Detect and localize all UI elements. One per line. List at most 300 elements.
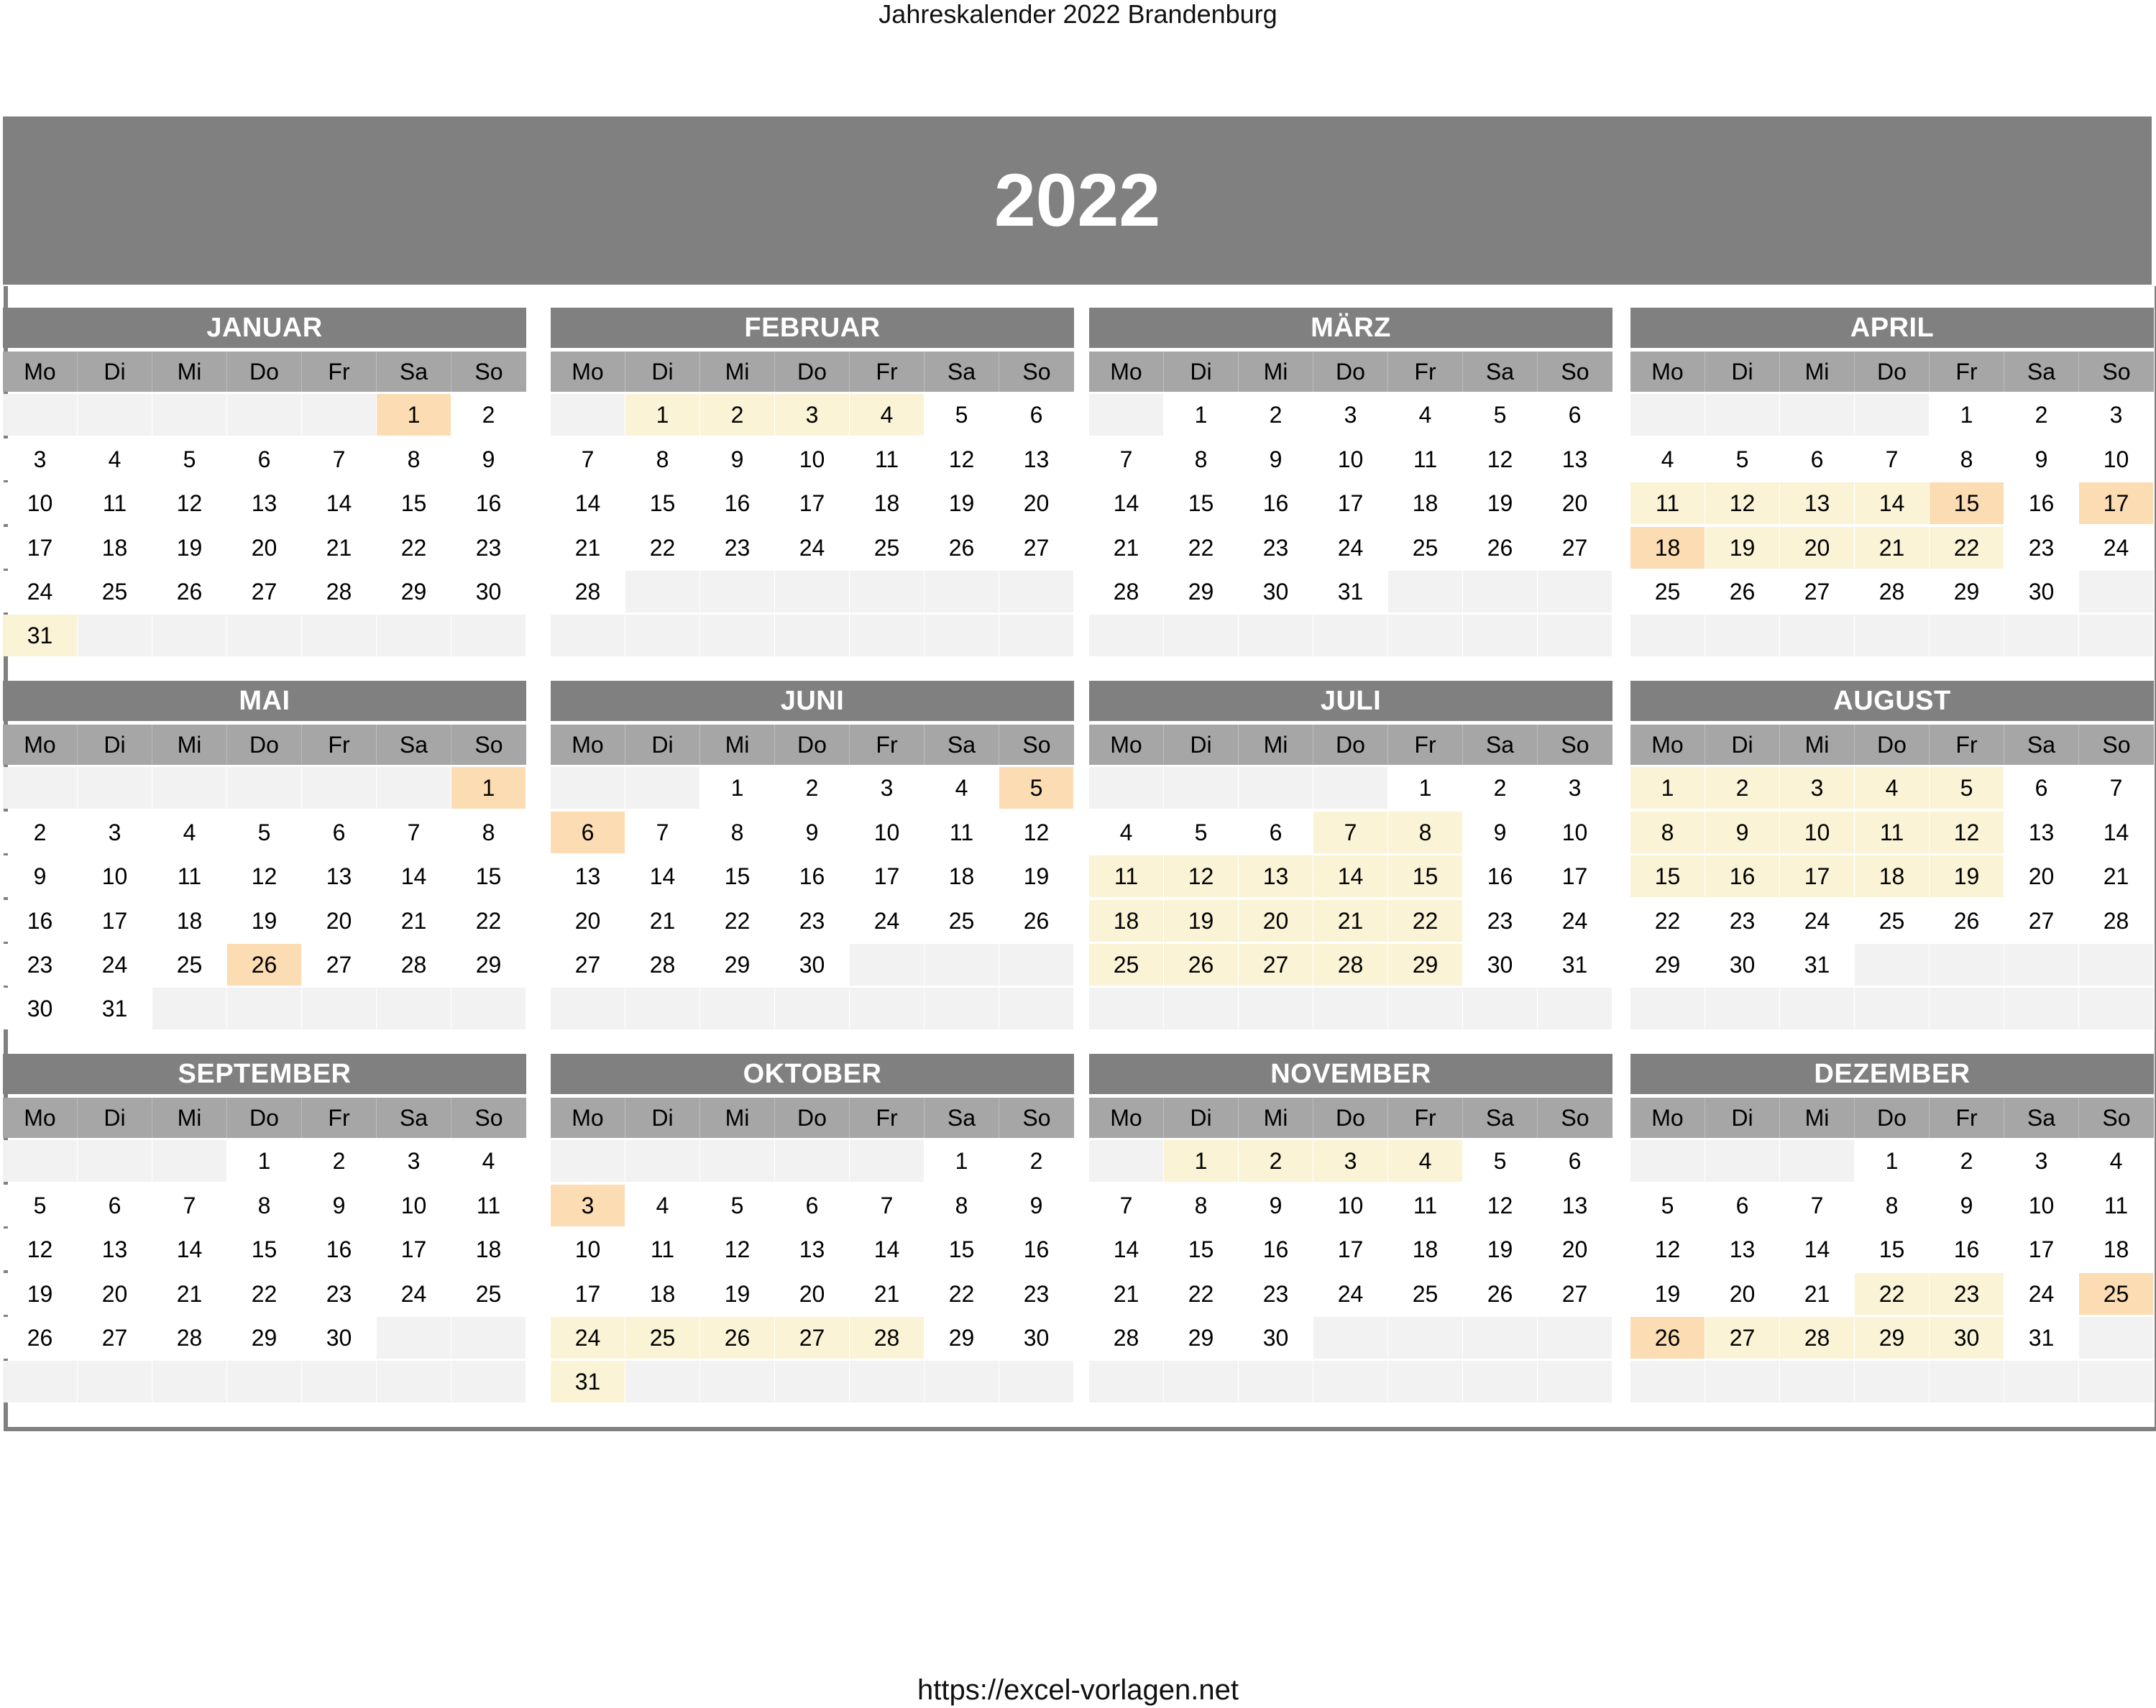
day-cell: 15: [700, 855, 775, 897]
vacation-day-cell: 29: [1855, 1317, 1930, 1359]
day-cell: 13: [1538, 1185, 1613, 1226]
day-cell: 23: [1705, 900, 1780, 942]
empty-day-cell: [152, 988, 227, 1029]
empty-day-cell: [625, 988, 700, 1029]
day-cell: 13: [999, 439, 1074, 480]
weekday-header-row: [1630, 1098, 2154, 1138]
month-oktober: [551, 1054, 1074, 1402]
day-cell: 2: [2004, 394, 2079, 436]
day-cell: 16: [1463, 855, 1538, 897]
empty-day-cell: [2004, 1361, 2079, 1402]
month-name: SEPTEMBER: [3, 1054, 526, 1094]
vacation-day-cell: 3: [1313, 1140, 1388, 1182]
day-cell: 28: [625, 944, 700, 986]
empty-day-cell: [1388, 1361, 1463, 1402]
day-cell: 27: [999, 527, 1074, 569]
empty-day-cell: [1089, 767, 1164, 809]
vacation-day-cell: 13: [1239, 855, 1313, 897]
empty-day-cell: [850, 571, 925, 612]
day-cell: 6: [1705, 1185, 1780, 1226]
empty-day-cell: [451, 1317, 526, 1359]
empty-day-cell: [700, 988, 775, 1029]
week-row: [551, 1229, 1074, 1270]
week-row: [1630, 1140, 2154, 1182]
empty-day-cell: [999, 615, 1074, 656]
vacation-day-cell: 22: [1855, 1273, 1930, 1315]
day-cell: 3: [78, 812, 152, 853]
day-cell: 28: [551, 571, 625, 612]
day-cell: 10: [551, 1229, 625, 1270]
empty-day-cell: [1089, 1361, 1164, 1402]
vacation-day-cell: 4: [1388, 1140, 1463, 1182]
vacation-day-cell: 2: [700, 394, 775, 436]
day-cell: 20: [775, 1273, 850, 1315]
day-cell: 26: [925, 527, 999, 569]
day-cell: 17: [78, 900, 152, 942]
week-row: [1630, 439, 2154, 480]
day-cell: 6: [775, 1185, 850, 1226]
vacation-day-cell: 16: [1705, 855, 1780, 897]
vacation-day-cell: 1: [1630, 767, 1705, 809]
day-cell: 22: [700, 900, 775, 942]
day-cell: 24: [1313, 527, 1388, 569]
day-cell: 2: [775, 767, 850, 809]
day-cell: 10: [2004, 1185, 2079, 1226]
week-row: [1089, 855, 1613, 897]
day-cell: 15: [1164, 482, 1239, 524]
week-row: [1089, 900, 1613, 942]
day-cell: 11: [625, 1229, 700, 1270]
week-row: [1089, 1185, 1613, 1226]
day-cell: 5: [1164, 812, 1239, 853]
weekday-label: Fr: [1388, 1098, 1463, 1138]
day-cell: 5: [925, 394, 999, 436]
day-cell: 3: [850, 767, 925, 809]
day-cell: 21: [302, 527, 377, 569]
weekday-label: Do: [1313, 725, 1388, 765]
day-cell: 8: [1855, 1185, 1930, 1226]
vacation-day-cell: 3: [775, 394, 850, 436]
day-cell: 29: [925, 1317, 999, 1359]
week-row: [1630, 988, 2154, 1029]
day-cell: 3: [377, 1140, 451, 1182]
month-februar: [551, 308, 1074, 656]
week-row: [1089, 1317, 1613, 1359]
vacation-day-cell: 22: [1930, 527, 2004, 569]
empty-day-cell: [2079, 1317, 2154, 1359]
empty-day-cell: [1313, 1361, 1388, 1402]
weekday-label: Mo: [551, 1098, 625, 1138]
empty-day-cell: [700, 571, 775, 612]
day-cell: 22: [377, 527, 451, 569]
day-cell: 23: [1239, 1273, 1313, 1315]
day-cell: 25: [1855, 900, 1930, 942]
day-cell: 21: [377, 900, 451, 942]
week-row: [551, 394, 1074, 436]
week-row: [3, 439, 526, 480]
empty-day-cell: [1855, 615, 1930, 656]
day-cell: 20: [1705, 1273, 1780, 1315]
empty-day-cell: [1630, 394, 1705, 436]
day-cell: 7: [1089, 1185, 1164, 1226]
weekday-label: Fr: [302, 725, 377, 765]
weekday-label: Sa: [1463, 1098, 1538, 1138]
day-cell: 16: [302, 1229, 377, 1270]
weekday-label: Fr: [850, 352, 925, 392]
day-cell: 26: [999, 900, 1074, 942]
weekday-label: Mo: [1089, 352, 1164, 392]
empty-day-cell: [925, 944, 999, 986]
week-row: [1630, 1229, 2154, 1270]
empty-day-cell: [775, 1361, 850, 1402]
vacation-day-cell: 24: [551, 1317, 625, 1359]
weekday-label: Sa: [377, 352, 451, 392]
day-cell: 25: [78, 571, 152, 612]
day-cell: 6: [2004, 767, 2079, 809]
weekday-label: Mi: [1780, 1098, 1855, 1138]
day-cell: 10: [3, 482, 78, 524]
holiday-day-cell: 26: [1630, 1317, 1705, 1359]
day-cell: 27: [1538, 527, 1613, 569]
day-cell: 31: [2004, 1317, 2079, 1359]
week-row: [551, 1273, 1074, 1315]
weekday-label: Di: [625, 725, 700, 765]
vacation-day-cell: 8: [1630, 812, 1705, 853]
month-name: MÄRZ: [1089, 308, 1613, 348]
day-cell: 19: [3, 1273, 78, 1315]
day-cell: 2: [1463, 767, 1538, 809]
weekday-label: Do: [775, 725, 850, 765]
week-row: [3, 482, 526, 524]
day-cell: 22: [1164, 1273, 1239, 1315]
day-cell: 21: [152, 1273, 227, 1315]
day-cell: 13: [2004, 812, 2079, 853]
empty-day-cell: [1463, 615, 1538, 656]
week-row: [3, 615, 526, 656]
holiday-day-cell: 15: [1930, 482, 2004, 524]
vacation-day-cell: 23: [1930, 1273, 2004, 1315]
day-cell: 24: [377, 1273, 451, 1315]
week-row: [3, 988, 526, 1029]
empty-day-cell: [1780, 615, 1855, 656]
empty-day-cell: [1538, 988, 1613, 1029]
weekday-label: Do: [775, 352, 850, 392]
week-row: [551, 1140, 1074, 1182]
vacation-day-cell: 20: [1239, 900, 1313, 942]
empty-day-cell: [551, 1140, 625, 1182]
empty-day-cell: [2004, 988, 2079, 1029]
week-row: [551, 767, 1074, 809]
day-cell: 13: [1705, 1229, 1780, 1270]
month-august: [1630, 681, 2154, 1029]
empty-day-cell: [999, 1361, 1074, 1402]
week-row: [3, 944, 526, 986]
vacation-day-cell: 18: [1089, 900, 1164, 942]
day-cell: 19: [1630, 1273, 1705, 1315]
weekday-label: Mi: [700, 352, 775, 392]
weekday-label: So: [1538, 352, 1613, 392]
vacation-day-cell: 14: [1313, 855, 1388, 897]
holiday-day-cell: 1: [377, 394, 451, 436]
week-row: [551, 482, 1074, 524]
weekday-label: Mi: [700, 725, 775, 765]
day-cell: 1: [227, 1140, 302, 1182]
day-cell: 20: [227, 527, 302, 569]
day-cell: 21: [1089, 527, 1164, 569]
empty-day-cell: [1239, 1361, 1313, 1402]
day-cell: 3: [1313, 394, 1388, 436]
empty-day-cell: [1930, 1361, 2004, 1402]
year-banner: 2022: [3, 116, 2152, 285]
day-cell: 23: [451, 527, 526, 569]
day-cell: 8: [227, 1185, 302, 1226]
empty-day-cell: [78, 394, 152, 436]
day-cell: 4: [1089, 812, 1164, 853]
day-cell: 6: [999, 394, 1074, 436]
weekday-label: Do: [1855, 352, 1930, 392]
vacation-day-cell: 27: [1705, 1317, 1780, 1359]
day-cell: 25: [1388, 1273, 1463, 1315]
day-cell: 23: [3, 944, 78, 986]
empty-day-cell: [775, 571, 850, 612]
week-row: [551, 1317, 1074, 1359]
weekday-header-row: [1089, 352, 1613, 392]
day-cell: 16: [1930, 1229, 2004, 1270]
day-cell: 17: [1538, 855, 1613, 897]
day-cell: 18: [1388, 482, 1463, 524]
day-cell: 16: [775, 855, 850, 897]
day-cell: 25: [850, 527, 925, 569]
empty-day-cell: [3, 767, 78, 809]
empty-day-cell: [1089, 394, 1164, 436]
day-cell: 26: [1705, 571, 1780, 612]
weekday-label: Sa: [925, 725, 999, 765]
day-cell: 8: [625, 439, 700, 480]
day-cell: 20: [302, 900, 377, 942]
vacation-day-cell: 20: [1780, 527, 1855, 569]
empty-day-cell: [551, 394, 625, 436]
holiday-day-cell: 6: [551, 812, 625, 853]
week-row: [1630, 394, 2154, 436]
day-cell: 10: [1313, 439, 1388, 480]
day-cell: 12: [999, 812, 1074, 853]
day-cell: 26: [1930, 900, 2004, 942]
day-cell: 5: [227, 812, 302, 853]
empty-day-cell: [1705, 1361, 1780, 1402]
empty-day-cell: [78, 1361, 152, 1402]
day-cell: 16: [1239, 1229, 1313, 1270]
day-cell: 13: [227, 482, 302, 524]
week-row: [1089, 988, 1613, 1029]
weekday-label: Do: [227, 725, 302, 765]
day-cell: 17: [377, 1229, 451, 1270]
empty-day-cell: [302, 394, 377, 436]
day-cell: 11: [850, 439, 925, 480]
empty-day-cell: [1164, 988, 1239, 1029]
holiday-day-cell: 26: [227, 944, 302, 986]
day-cell: 30: [1239, 1317, 1313, 1359]
weekday-label: Di: [1164, 1098, 1239, 1138]
day-cell: 22: [1164, 527, 1239, 569]
day-cell: 27: [1538, 1273, 1613, 1315]
day-cell: 12: [700, 1229, 775, 1270]
day-cell: 2: [3, 812, 78, 853]
empty-day-cell: [1463, 571, 1538, 612]
day-cell: 29: [451, 944, 526, 986]
empty-day-cell: [152, 1361, 227, 1402]
week-row: [3, 1229, 526, 1270]
day-cell: 18: [1388, 1229, 1463, 1270]
vacation-day-cell: 2: [1705, 767, 1780, 809]
week-row: [1630, 1273, 2154, 1315]
empty-day-cell: [775, 1140, 850, 1182]
vacation-day-cell: 27: [775, 1317, 850, 1359]
vacation-day-cell: 2: [1239, 1140, 1313, 1182]
day-cell: 7: [377, 812, 451, 853]
day-cell: 7: [152, 1185, 227, 1226]
day-cell: 26: [1463, 527, 1538, 569]
weekday-label: Mi: [152, 1098, 227, 1138]
day-cell: 17: [1313, 1229, 1388, 1270]
week-row: [551, 812, 1074, 853]
week-row: [3, 571, 526, 612]
day-cell: 14: [377, 855, 451, 897]
empty-day-cell: [700, 1361, 775, 1402]
weekday-label: Di: [78, 725, 152, 765]
day-cell: 27: [2004, 900, 2079, 942]
day-cell: 12: [227, 855, 302, 897]
weekday-label: Mi: [1239, 1098, 1313, 1138]
day-cell: 5: [1630, 1185, 1705, 1226]
weekday-label: Di: [625, 352, 700, 392]
weekday-label: Mi: [1239, 352, 1313, 392]
empty-day-cell: [2079, 1361, 2154, 1402]
day-cell: 20: [999, 482, 1074, 524]
day-cell: 19: [227, 900, 302, 942]
day-cell: 30: [2004, 571, 2079, 612]
empty-day-cell: [227, 1361, 302, 1402]
week-row: [1630, 855, 2154, 897]
day-cell: 4: [1630, 439, 1705, 480]
day-cell: 29: [227, 1317, 302, 1359]
weekday-label: Fr: [1388, 352, 1463, 392]
day-cell: 27: [551, 944, 625, 986]
day-cell: 1: [1855, 1140, 1930, 1182]
vacation-day-cell: 13: [1780, 482, 1855, 524]
week-row: [1089, 394, 1613, 436]
empty-day-cell: [227, 615, 302, 656]
weekday-label: Mo: [3, 725, 78, 765]
empty-day-cell: [1705, 1140, 1780, 1182]
month-januar: [3, 308, 526, 656]
empty-day-cell: [625, 767, 700, 809]
day-cell: 12: [3, 1229, 78, 1270]
vacation-day-cell: 26: [700, 1317, 775, 1359]
weekday-label: Mi: [152, 352, 227, 392]
weekday-label: Sa: [377, 1098, 451, 1138]
day-cell: 30: [1705, 944, 1780, 986]
vacation-day-cell: 25: [625, 1317, 700, 1359]
day-cell: 26: [1463, 1273, 1538, 1315]
day-cell: 20: [1538, 1229, 1613, 1270]
month-name: DEZEMBER: [1630, 1054, 2154, 1094]
empty-day-cell: [1089, 1140, 1164, 1182]
day-cell: 12: [1630, 1229, 1705, 1270]
empty-day-cell: [551, 615, 625, 656]
week-row: [551, 988, 1074, 1029]
empty-day-cell: [1089, 988, 1164, 1029]
empty-day-cell: [1855, 1361, 1930, 1402]
weekday-header-row: [551, 352, 1074, 392]
week-row: [1089, 1140, 1613, 1182]
day-cell: 8: [1164, 1185, 1239, 1226]
week-row: [1630, 900, 2154, 942]
holiday-day-cell: 25: [2079, 1273, 2154, 1315]
vacation-day-cell: 25: [1089, 944, 1164, 986]
empty-day-cell: [1313, 615, 1388, 656]
day-cell: 25: [925, 900, 999, 942]
day-cell: 2: [1239, 394, 1313, 436]
day-cell: 4: [625, 1185, 700, 1226]
empty-day-cell: [999, 571, 1074, 612]
vacation-day-cell: 4: [1855, 767, 1930, 809]
day-cell: 16: [451, 482, 526, 524]
day-cell: 18: [925, 855, 999, 897]
day-cell: 19: [999, 855, 1074, 897]
empty-day-cell: [302, 767, 377, 809]
empty-day-cell: [1705, 615, 1780, 656]
empty-day-cell: [551, 988, 625, 1029]
month-name: OKTOBER: [551, 1054, 1074, 1094]
empty-day-cell: [925, 615, 999, 656]
week-row: [1089, 527, 1613, 569]
empty-day-cell: [1930, 615, 2004, 656]
day-cell: 20: [2004, 855, 2079, 897]
empty-day-cell: [227, 988, 302, 1029]
day-cell: 12: [1463, 439, 1538, 480]
empty-day-cell: [78, 767, 152, 809]
weekday-header-row: [1630, 725, 2154, 765]
weekday-label: So: [2079, 1098, 2154, 1138]
day-cell: 20: [551, 900, 625, 942]
empty-day-cell: [1855, 988, 1930, 1029]
weekday-label: Do: [227, 352, 302, 392]
empty-day-cell: [1164, 615, 1239, 656]
day-cell: 7: [2079, 767, 2154, 809]
day-cell: 29: [1164, 571, 1239, 612]
day-cell: 27: [227, 571, 302, 612]
day-cell: 30: [451, 571, 526, 612]
day-cell: 30: [999, 1317, 1074, 1359]
week-row: [1630, 615, 2154, 656]
week-row: [1089, 571, 1613, 612]
empty-day-cell: [925, 988, 999, 1029]
footer-url[interactable]: https://excel-vorlagen.net: [917, 1674, 1239, 1706]
week-row: [1630, 527, 2154, 569]
day-cell: 11: [451, 1185, 526, 1226]
weekday-label: Mo: [551, 725, 625, 765]
day-cell: 5: [1463, 394, 1538, 436]
empty-day-cell: [1463, 1317, 1538, 1359]
empty-day-cell: [1239, 767, 1313, 809]
day-cell: 9: [1239, 439, 1313, 480]
day-cell: 7: [1089, 439, 1164, 480]
empty-day-cell: [1239, 988, 1313, 1029]
vacation-day-cell: 11: [1855, 812, 1930, 853]
day-cell: 18: [2079, 1229, 2154, 1270]
empty-day-cell: [1780, 1140, 1855, 1182]
weekday-header-row: [3, 352, 526, 392]
